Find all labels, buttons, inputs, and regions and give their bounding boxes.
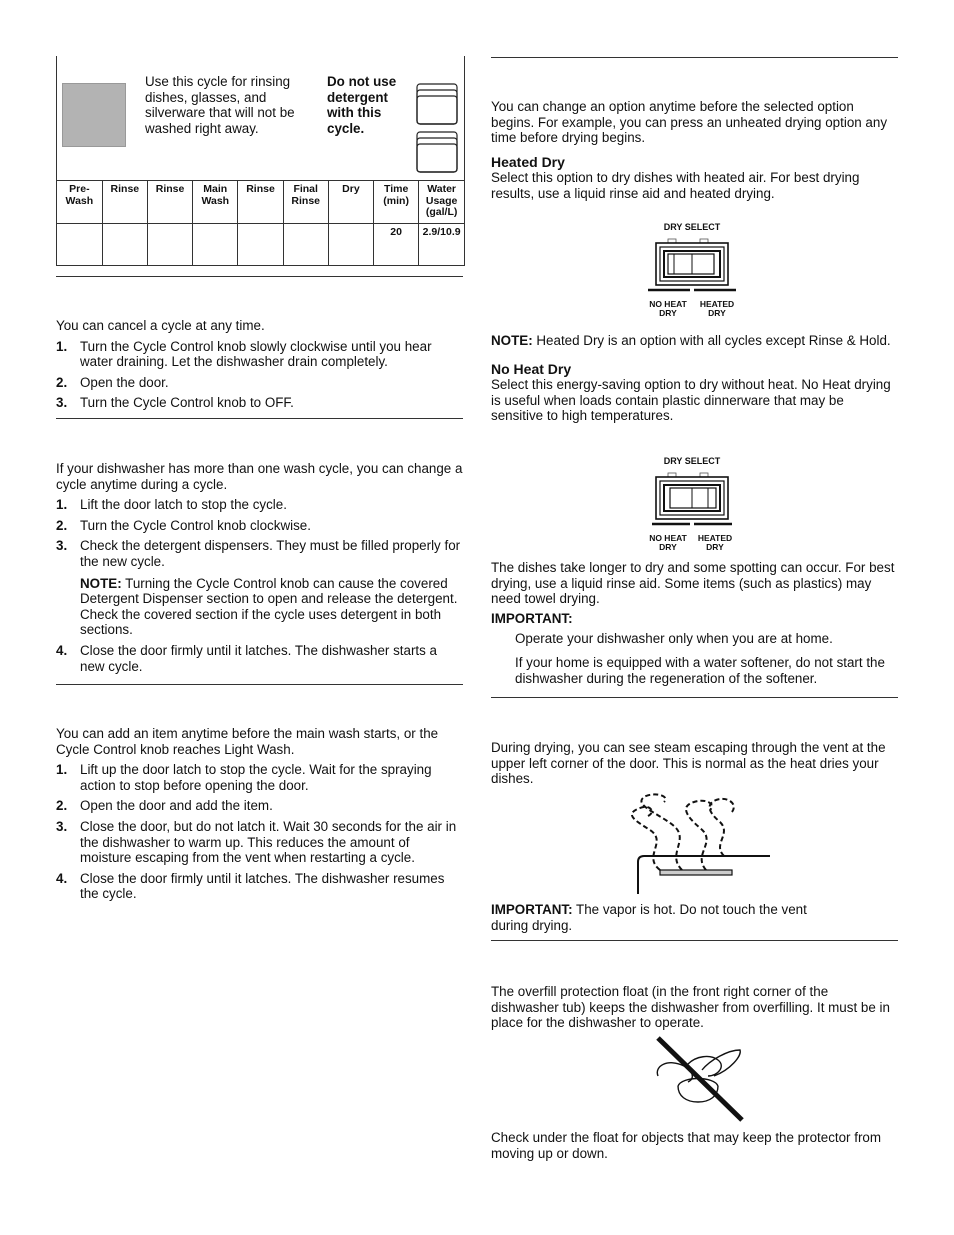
table-value-cell: 20	[374, 224, 419, 266]
step-number: 4.	[56, 870, 68, 886]
table-value-cell	[147, 224, 192, 266]
heated-dry-note-section	[491, 333, 899, 424]
options-intro: You can change an option anytime before the selected option begins. For example, you can press an unheated drying option any time before drying begins.	[491, 99, 888, 146]
table-header-cell: Rinse	[238, 181, 283, 224]
options-section	[491, 99, 899, 202]
section-divider	[56, 684, 463, 685]
table-value-cell	[57, 224, 102, 266]
step-number: 2.	[56, 374, 68, 390]
no-float-removal-icon	[648, 1036, 748, 1124]
table-header-cell: Rinse	[147, 181, 192, 224]
dry-select-switch-icon	[642, 234, 742, 306]
cycle-table	[57, 180, 464, 265]
cancel-cycle-section	[56, 318, 464, 411]
list-item: 2. Turn the Cycle Control knob clockwise.	[56, 517, 311, 533]
add-item-section	[56, 726, 464, 902]
float-after: Check under the float for objects that may keep the protector from moving up or down.	[491, 1130, 882, 1161]
cancel-intro: You can cancel a cycle at any time.	[56, 318, 265, 333]
table-value-cell	[328, 224, 373, 266]
table-header-cell: Water Usage (gal/L)	[419, 181, 464, 224]
table-value-cell	[193, 224, 238, 266]
step-text: Open the door and add the item.	[80, 798, 273, 814]
table-header-cell: Dry	[328, 181, 373, 224]
cancel-steps-list	[56, 339, 464, 411]
section-divider	[491, 697, 898, 698]
change-intro: If your dishwasher has more than one wash cycle, you can change a cycle anytime during a cycle.	[56, 461, 463, 492]
no-heat-dry-heading: No Heat Dry	[491, 360, 572, 377]
section-divider	[491, 940, 898, 941]
table-header-cell: Pre- Wash	[57, 181, 102, 224]
change-steps-list	[56, 497, 464, 674]
section-divider	[491, 57, 898, 58]
step-number: 3.	[56, 395, 68, 411]
detergent-dispenser-icon	[415, 82, 459, 174]
list-item	[56, 798, 464, 814]
step-text: Close the door, but do not latch it. Wait 30 seconds for the air in the dishwasher to warm up. This reduces the amount of moisture escaping from the vent when restarting a cycle.	[80, 818, 457, 866]
table-value-cell	[102, 224, 147, 266]
table-header-cell: Time (min)	[374, 181, 419, 224]
list-item	[56, 395, 464, 411]
list-item	[56, 339, 464, 370]
vent-important: IMPORTANT: The vapor is hot. Do not touch the vent during drying.	[491, 902, 807, 933]
section-divider	[56, 418, 463, 419]
add-intro: You can add an item anytime before the main wash starts, or the Cycle Control knob reaches Light Wash.	[56, 726, 439, 757]
no-heat-dry-text: Select this energy-saving option to dry without heat. No Heat drying is useful when loads contain plastic dinnerware that may be sensitive to high temperatures.	[491, 377, 891, 424]
cycle-color-swatch	[62, 83, 126, 147]
important-item: If your home is equipped with a water softener, do not start the dishwasher during the regeneration of the softener.	[515, 654, 885, 686]
steam-vent-illustration	[620, 790, 772, 896]
list-item: 1. Lift the door latch to stop the cycle.	[56, 497, 287, 513]
change-note: NOTE: Turning the Cycle Control knob can cause the covered Detergent Dispenser section to open and release the detergent. Check the covered section if the cycle uses detergent in both sections.	[80, 575, 458, 638]
dry-select-figure-heated: DRY SELECT NO HEAT DRY HEATED DRY	[642, 220, 742, 320]
step-text: Turn the Cycle Control knob to OFF.	[80, 395, 294, 411]
heated-dry-note: NOTE: Heated Dry is an option with all cycles except Rinse & Hold.	[491, 333, 891, 348]
table-header-cell: Rinse	[102, 181, 147, 224]
step-number: 2.	[56, 798, 68, 814]
change-cycle-section	[56, 461, 464, 674]
important-label: IMPORTANT:	[491, 610, 573, 626]
vent-important-section	[491, 902, 899, 933]
table-value-cell: 2.9/10.9	[419, 224, 464, 266]
float-after-section	[491, 1130, 899, 1161]
vent-intro: During drying, you can see steam escaping through the vent at the upper left corner of the door. This is normal as the heat dries your dishes.	[491, 740, 886, 787]
step-text: Lift up the door latch to stop the cycle. Wait for the spraying action to stop before opening the door.	[80, 762, 432, 793]
section-divider	[56, 276, 463, 277]
rinse-hold-cycle-box	[56, 56, 465, 266]
list-item	[56, 819, 464, 866]
list-item	[56, 871, 464, 902]
table-header-cell: Main Wash	[193, 181, 238, 224]
list-item	[56, 762, 464, 793]
step-number: 1.	[56, 762, 68, 778]
float-section	[491, 984, 899, 1031]
list-item: 4. Close the door firmly until it latches. The dishwasher starts a new cycle.	[56, 642, 437, 674]
step-text: Open the door.	[80, 374, 169, 390]
step-text: Turn the Cycle Control knob slowly clockwise until you hear water draining. Let the dishwasher drain completely.	[80, 338, 432, 370]
vent-section	[491, 740, 899, 787]
table-value-cell	[283, 224, 328, 266]
dry-select-switch-icon	[642, 468, 742, 540]
heated-dry-text: Select this option to dry dishes with heated air. For best drying results, use a liquid rinse aid and heated drying.	[491, 170, 860, 201]
list-item: 3. Check the detergent dispensers. They must be filled properly for the new cycle. NOTE: Turning the Cycle Control knob can cause the covered Detergent Dispenser section to open and release the detergent. Check the covered section if the cycle uses detergent in both sections.	[56, 538, 464, 638]
float-intro: The overfill protection float (in the front right corner of the dishwasher tub) keeps the dishwasher from overfilling. It must be in place for the dishwasher to operate.	[491, 984, 890, 1031]
cycle-warning: Do not use detergent with this cycle.	[327, 74, 397, 136]
list-item	[56, 375, 464, 391]
table-header-cell: Final Rinse	[283, 181, 328, 224]
dry-select-figure-no-heat: DRY SELECT NO HEAT DRY HEATED DRY	[642, 454, 742, 554]
step-text: Close the door firmly until it latches. The dishwasher resumes the cycle.	[80, 870, 445, 902]
no-heat-after: The dishes take longer to dry and some spotting can occur. For best drying, use a liquid rinse aid. Some items (such as plastics) may need towel drying.	[491, 560, 895, 607]
cycle-description: Use this cycle for rinsing dishes, glasses, and silverware that will not be washed right away.	[145, 74, 295, 136]
important-item: Operate your dishwasher only when you are at home.	[515, 631, 833, 647]
add-steps-list	[56, 762, 464, 902]
step-number: 3.	[56, 818, 68, 834]
step-number: 1.	[56, 338, 68, 354]
table-value-cell	[238, 224, 283, 266]
heated-dry-heading: Heated Dry	[491, 153, 565, 170]
no-heat-after-section	[491, 560, 899, 686]
